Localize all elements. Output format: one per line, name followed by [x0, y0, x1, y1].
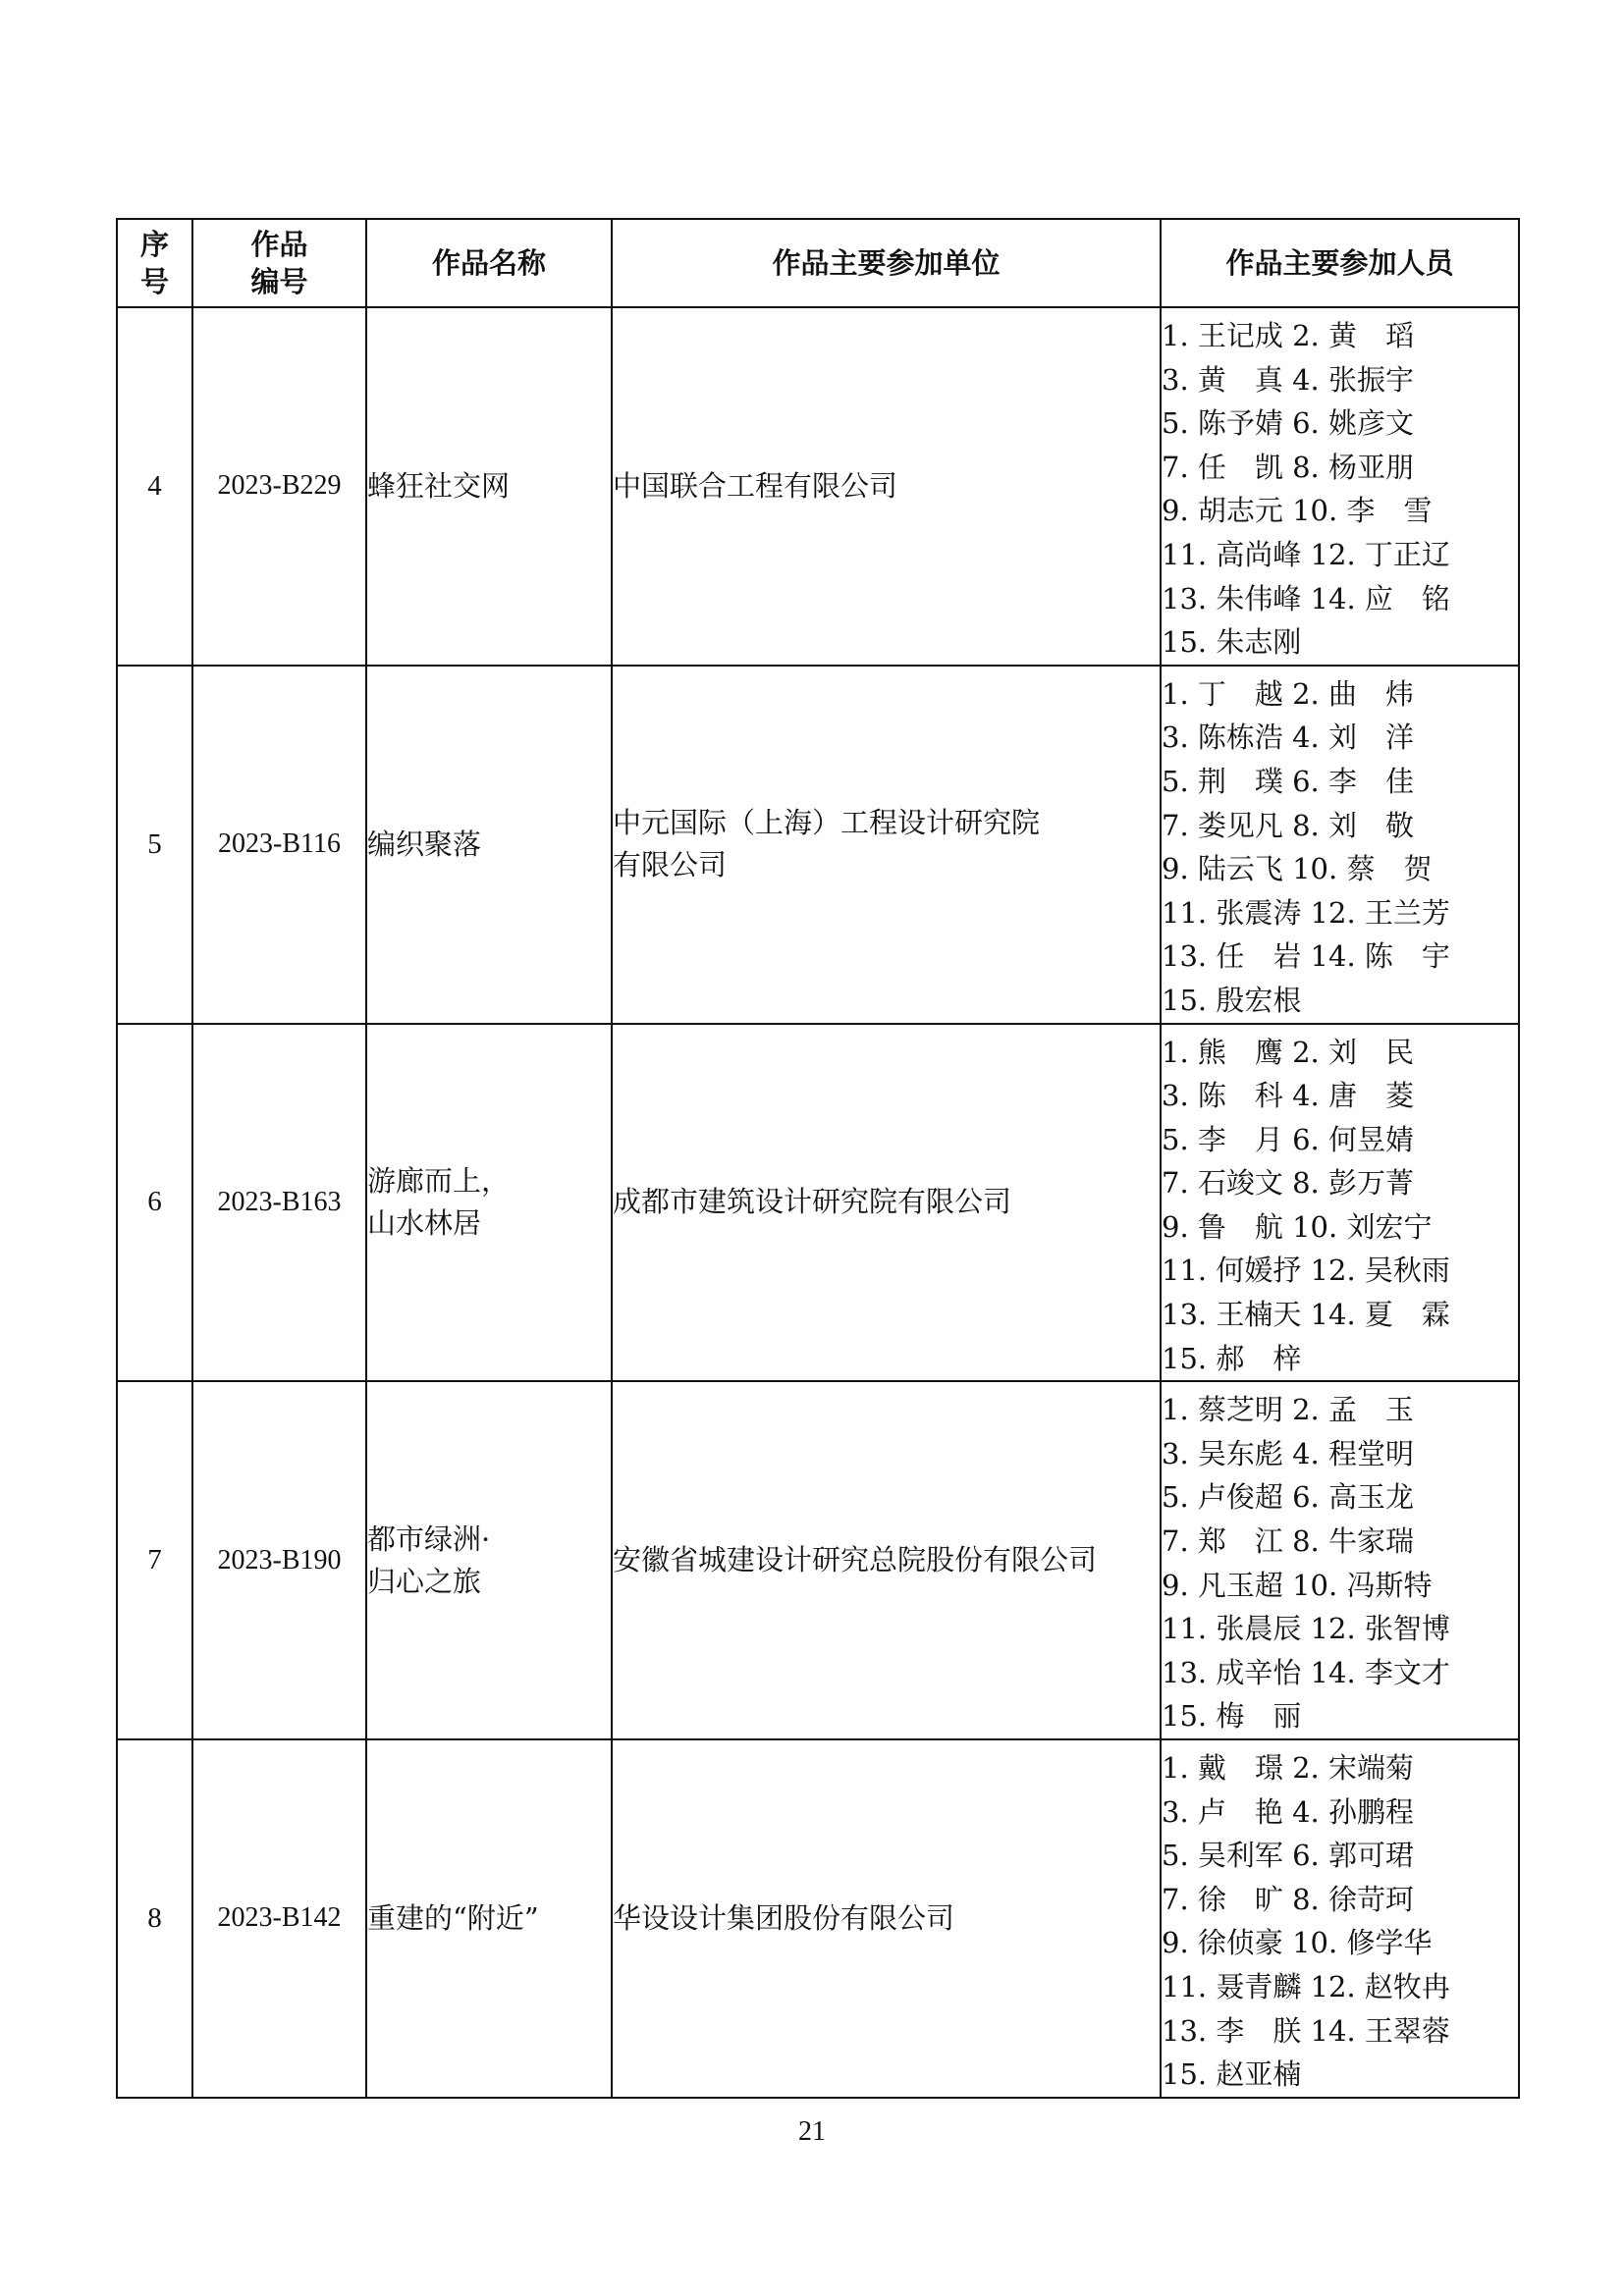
row-members [1161, 666, 1519, 1024]
members-list [1162, 1382, 1518, 1738]
member-line: 9. 鲁 航 10. 刘宏宁 [1162, 1209, 1433, 1244]
member-line: 9. 凡玉超 10. 冯斯特 [1162, 1568, 1433, 1602]
members-list [1162, 308, 1518, 665]
member-line: 5. 陈予婧 6. 姚彦文 [1162, 406, 1414, 441]
member-line: 3. 吴东彪 4. 程堂明 [1162, 1436, 1414, 1470]
row-code: 2023-B142 [192, 1739, 366, 2098]
row-name [366, 1739, 612, 2098]
row-index: 6 [117, 1024, 192, 1382]
row-name-line: 蜂狂社交网 [367, 468, 511, 503]
row-name-line: 编织聚落 [367, 827, 482, 861]
member-line: 13. 朱伟峰 14. 应 铭 [1162, 581, 1450, 615]
row-members [1161, 1024, 1519, 1382]
member-line: 1. 丁 越 2. 曲 炜 [1162, 676, 1414, 711]
page-number: 21 [798, 2116, 826, 2147]
member-line: 11. 张晨辰 12. 张智博 [1162, 1612, 1450, 1646]
member-line: 3. 陈栋浩 4. 刘 洋 [1162, 721, 1414, 755]
row-members [1161, 1739, 1519, 2098]
row-members [1161, 1381, 1519, 1739]
row-unit-line: 有限公司 [613, 848, 728, 882]
row-unit [612, 1024, 1161, 1382]
row-code: 2023-B116 [192, 666, 366, 1024]
member-line: 5. 卢俊超 6. 高玉龙 [1162, 1480, 1414, 1515]
row-unit-line: 安徽省城建设计研究总院股份有限公司 [613, 1543, 1098, 1577]
table-header-row [117, 219, 1519, 307]
row-index: 5 [117, 666, 192, 1024]
row-name-line: 都市绿洲· [367, 1522, 491, 1556]
member-line: 11. 高尚峰 12. 丁正辽 [1162, 537, 1450, 571]
members-list [1162, 667, 1518, 1023]
row-index: 4 [117, 307, 192, 666]
header-name: 作品名称 [366, 219, 612, 307]
member-line: 5. 荆 璞 6. 李 佳 [1162, 764, 1414, 798]
member-line: 15. 朱志刚 [1162, 625, 1302, 660]
table-row [117, 307, 1519, 666]
members-list [1162, 1740, 1518, 2097]
header-members: 作品主要参加人员 [1161, 219, 1519, 307]
row-name-line: 山水林居 [367, 1205, 482, 1240]
row-code: 2023-B190 [192, 1381, 366, 1739]
member-line: 11. 张震涛 12. 王兰芳 [1162, 895, 1450, 930]
row-unit [612, 1381, 1161, 1739]
header-index [117, 219, 192, 307]
row-name [366, 666, 612, 1024]
member-line: 1. 王记成 2. 黄 瑫 [1162, 319, 1414, 352]
row-name [366, 1024, 612, 1382]
member-line: 3. 卢 艳 4. 孙鹏程 [1162, 1794, 1414, 1829]
table-row [117, 666, 1519, 1024]
header-unit: 作品主要参加单位 [612, 219, 1161, 307]
member-line: 11. 何媛抒 12. 吴秋雨 [1162, 1254, 1450, 1288]
row-unit [612, 307, 1161, 666]
row-unit [612, 666, 1161, 1024]
member-line: 3. 黄 真 4. 张振宇 [1162, 362, 1414, 397]
header-code [192, 219, 366, 307]
row-unit-line: 成都市建筑设计研究院有限公司 [613, 1185, 1012, 1219]
row-name [366, 1381, 612, 1739]
header-code-line-1: 作品 [250, 228, 308, 261]
row-unit-line: 华设设计集团股份有限公司 [613, 1900, 955, 1935]
header-index-line-1: 序 [139, 228, 169, 261]
row-members [1161, 307, 1519, 666]
row-unit [612, 1739, 1161, 2098]
member-line: 15. 梅 丽 [1162, 1699, 1302, 1734]
awards-table [116, 218, 1520, 2099]
member-line: 11. 聂青麟 12. 赵牧冉 [1162, 1969, 1450, 2003]
member-line: 15. 赵亚楠 [1162, 2057, 1302, 2092]
row-index: 8 [117, 1739, 192, 2098]
header-code-line-2: 编号 [250, 265, 308, 298]
members-list [1162, 1025, 1518, 1381]
member-line: 7. 郑 江 8. 牛家瑞 [1162, 1524, 1414, 1559]
row-name [366, 307, 612, 666]
member-line: 15. 郝 梓 [1162, 1341, 1302, 1375]
row-name-line: 重建的“附近” [367, 1900, 539, 1935]
member-line: 15. 殷宏根 [1162, 983, 1302, 1017]
member-line: 7. 石竣文 8. 彭万菁 [1162, 1166, 1414, 1201]
member-line: 5. 李 月 6. 何昱婧 [1162, 1122, 1414, 1156]
header-index-line-2: 号 [139, 265, 169, 298]
row-unit-line: 中国联合工程有限公司 [613, 468, 898, 503]
member-line: 1. 戴 璟 2. 宋端菊 [1162, 1751, 1414, 1785]
member-line: 13. 王楠天 14. 夏 霖 [1162, 1298, 1450, 1332]
row-code: 2023-B229 [192, 307, 366, 666]
row-unit-line: 中元国际（上海）工程设计研究院 [613, 806, 1041, 840]
table-row [117, 1381, 1519, 1739]
member-line: 7. 任 凯 8. 杨亚朋 [1162, 450, 1414, 484]
member-line: 13. 成辛怡 14. 李文才 [1162, 1655, 1450, 1689]
member-line: 7. 徐 旷 8. 徐苛珂 [1162, 1882, 1414, 1916]
table-row [117, 1739, 1519, 2098]
row-name-line: 游廊而上， [367, 1163, 511, 1198]
member-line: 9. 陆云飞 10. 蔡 贺 [1162, 852, 1433, 886]
member-line: 5. 吴利军 6. 郭可珺 [1162, 1839, 1414, 1873]
table-body [117, 307, 1519, 2098]
row-name-line: 归心之旅 [367, 1564, 482, 1598]
member-line: 13. 李 朕 14. 王翠蓉 [1162, 2013, 1450, 2048]
table-row [117, 1024, 1519, 1382]
member-line: 13. 任 岩 14. 陈 宇 [1162, 939, 1450, 974]
member-line: 3. 陈 科 4. 唐 菱 [1162, 1079, 1414, 1113]
member-line: 1. 蔡芝明 2. 孟 玉 [1162, 1393, 1414, 1427]
member-line: 1. 熊 鹰 2. 刘 民 [1162, 1035, 1414, 1069]
member-line: 9. 胡志元 10. 李 雪 [1162, 494, 1433, 528]
member-line: 9. 徐侦豪 10. 修学华 [1162, 1926, 1433, 1960]
row-code: 2023-B163 [192, 1024, 366, 1382]
row-index: 7 [117, 1381, 192, 1739]
member-line: 7. 娄见凡 8. 刘 敬 [1162, 808, 1414, 842]
